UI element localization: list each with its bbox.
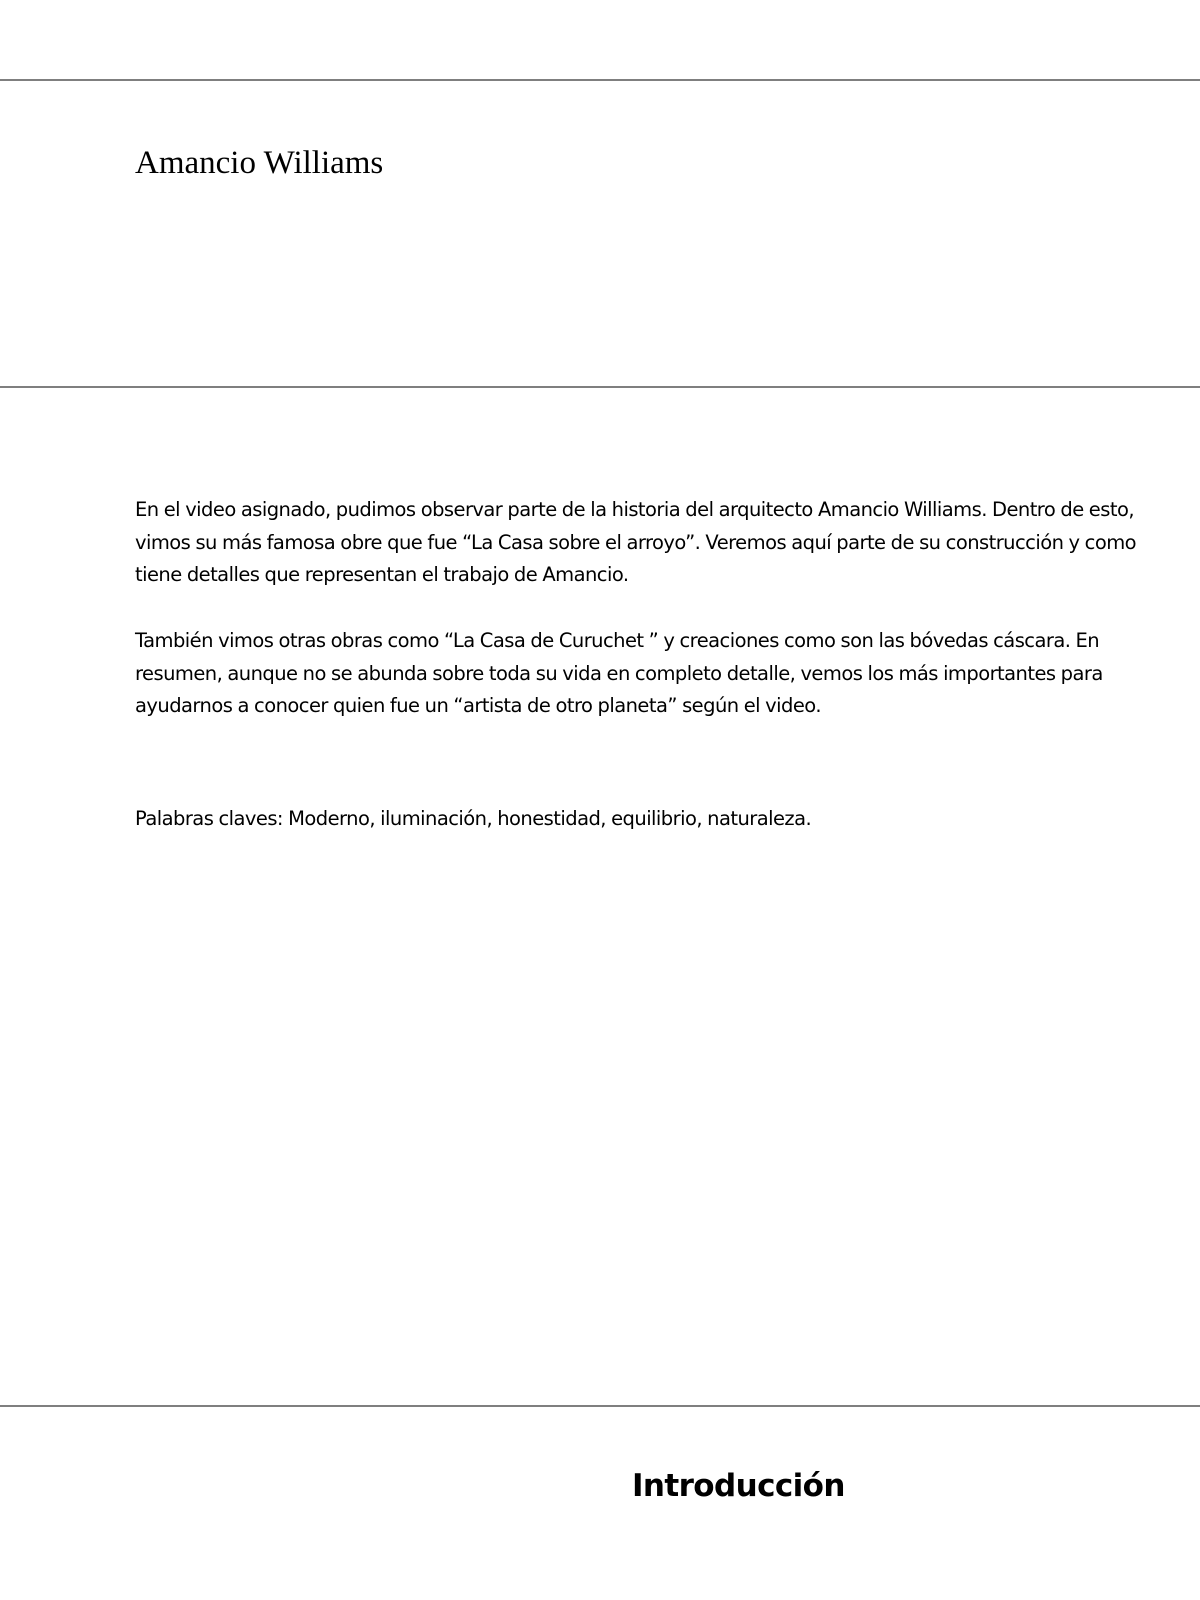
section-heading: Introducción [632,1468,845,1504]
title-divider [0,386,1200,388]
bottom-divider [0,1405,1200,1407]
body-paragraph-1: En el video asignado, pudimos observar parte de la historia del arquitecto Amancio Williams. Dentro de esto, vimos su más famosa obre que fue “La Casa sobre el arroyo”. Veremos aquí parte de su construcción y como tiene detalles que representan el trabajo de Amancio. [135,498,1137,586]
body-paragraph-2: También vimos otras obras como “La Casa de Curuchet ” y creaciones como son las bóvedas cáscara. En resumen, aunque no se abunda sobre toda su vida en completo detalle, vemos los más importantes para ayudarnos a conocer quien fue un “artista de otro planeta” según el video. [135,629,1103,717]
top-divider [0,79,1200,81]
document-title: Amancio Williams [135,145,384,181]
keywords-line: Palabras claves: Moderno, iluminación, honestidad, equilibrio, naturaleza. [135,807,812,830]
